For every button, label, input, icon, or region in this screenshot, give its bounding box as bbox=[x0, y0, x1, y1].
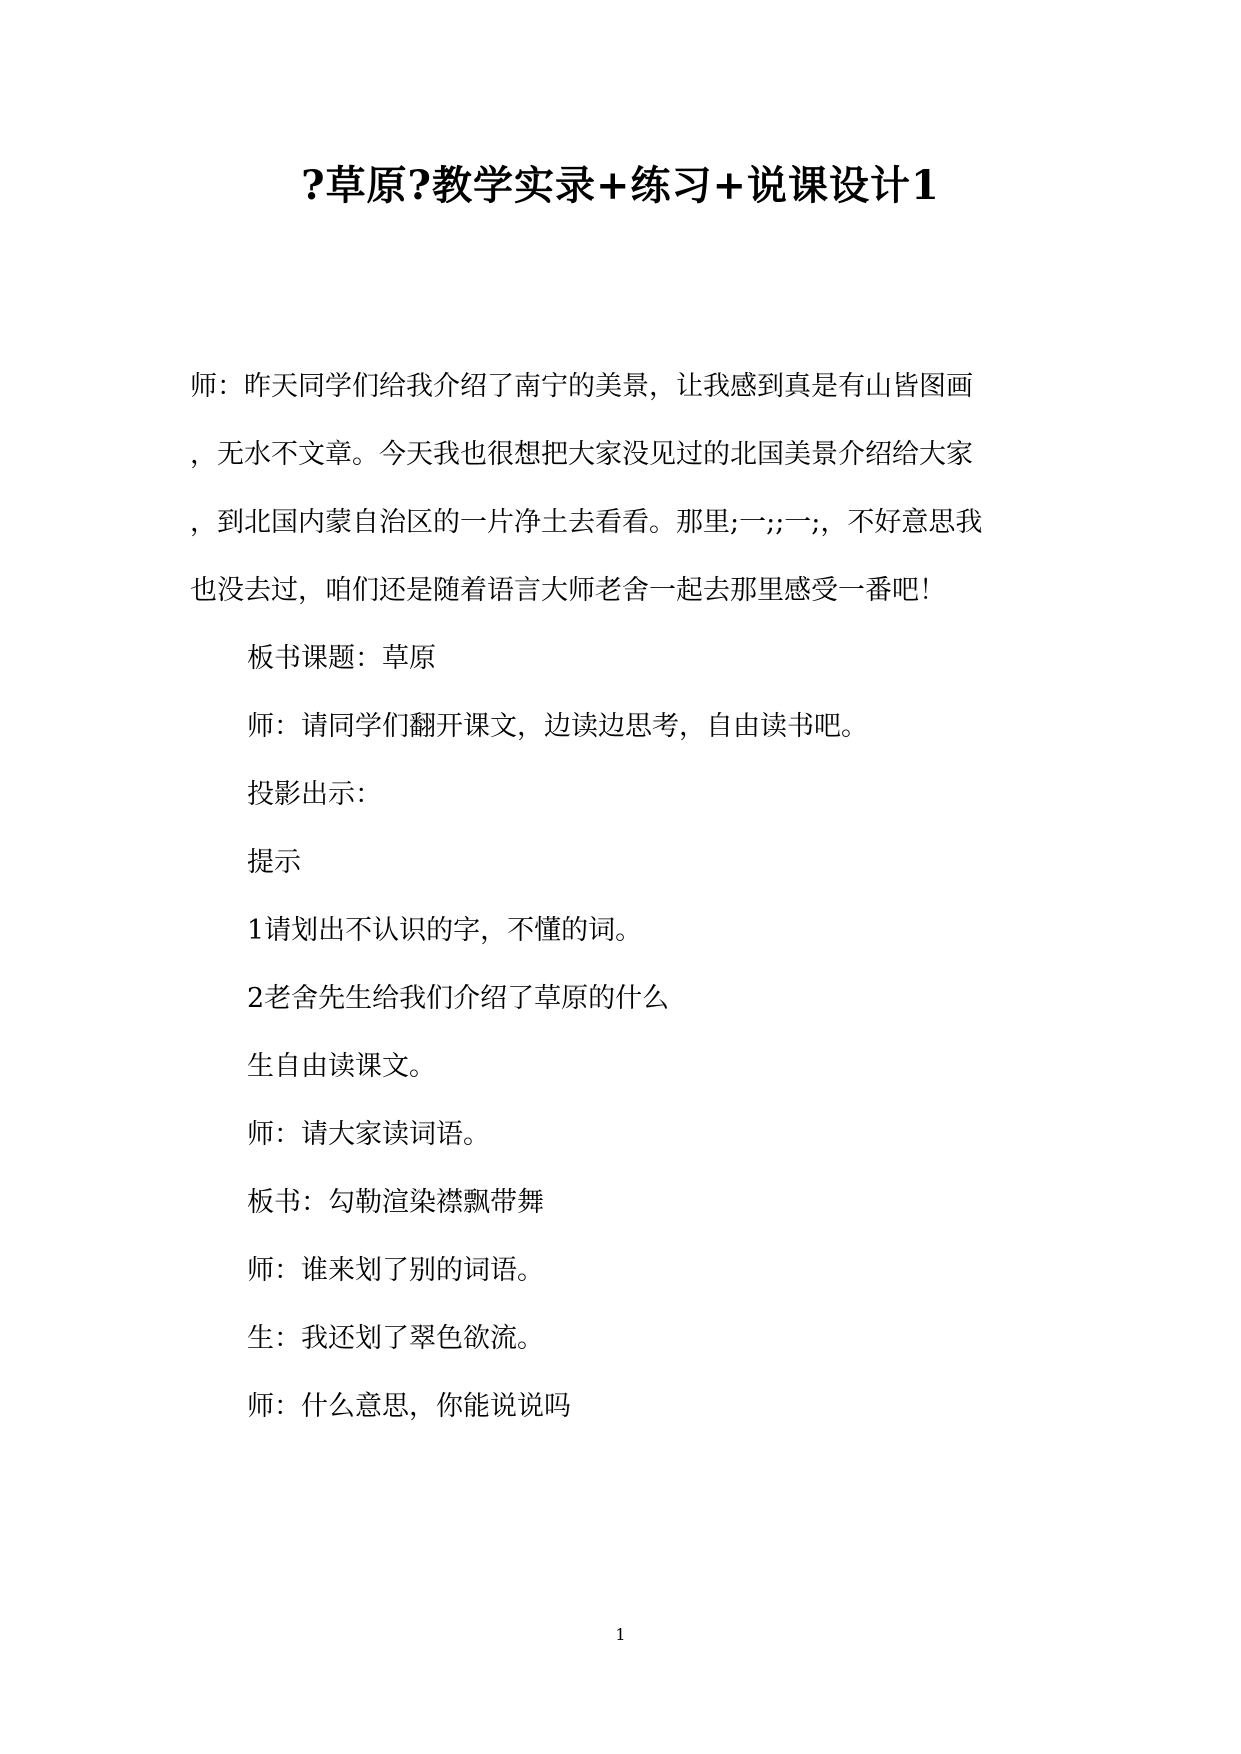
document-title: ?草原?教学实录+练习+说课设计1 bbox=[301, 162, 940, 209]
intro-line-2: ，无水不文章。今天我也很想把大家没见过的北国美景介绍给大家 bbox=[190, 439, 973, 470]
paragraph-teacher-other: 师：谁来划了别的词语。 bbox=[247, 1255, 544, 1286]
paragraph-student-read: 生自由读课文。 bbox=[247, 1051, 436, 1082]
paragraph-hint-1: 1请划出不认识的字，不懂的词。 bbox=[247, 915, 643, 946]
intro-line-4: 也没去过，咱们还是随着语言大师老舍一起去那里感受一番吧！ bbox=[190, 575, 946, 606]
intro-line-3: ，到北国内蒙自治区的一片净土去看看。那里;一;;一;，不好意思我 bbox=[190, 507, 983, 538]
paragraph-teacher-read: 师：请同学们翻开课文，边读边思考，自由读书吧。 bbox=[247, 711, 868, 742]
paragraph-teacher-question: 师：什么意思，你能说说吗 bbox=[247, 1391, 571, 1422]
paragraph-student-answer: 生：我还划了翠色欲流。 bbox=[247, 1323, 544, 1354]
paragraph-board-title: 板书课题：草原 bbox=[247, 643, 436, 674]
paragraph-board-words: 板书：勾勒渲染襟飘带舞 bbox=[247, 1187, 544, 1218]
page-number: 1 bbox=[615, 1625, 626, 1644]
paragraph-hint-2: 2老舍先生给我们介绍了草原的什么 bbox=[247, 983, 670, 1014]
paragraph-projection: 投影出示： bbox=[247, 779, 382, 810]
paragraph-hint: 提示 bbox=[247, 847, 301, 878]
paragraph-teacher-words: 师：请大家读词语。 bbox=[247, 1119, 490, 1150]
intro-line-1: 师：昨天同学们给我介绍了南宁的美景，让我感到真是有山皆图画 bbox=[190, 371, 973, 402]
